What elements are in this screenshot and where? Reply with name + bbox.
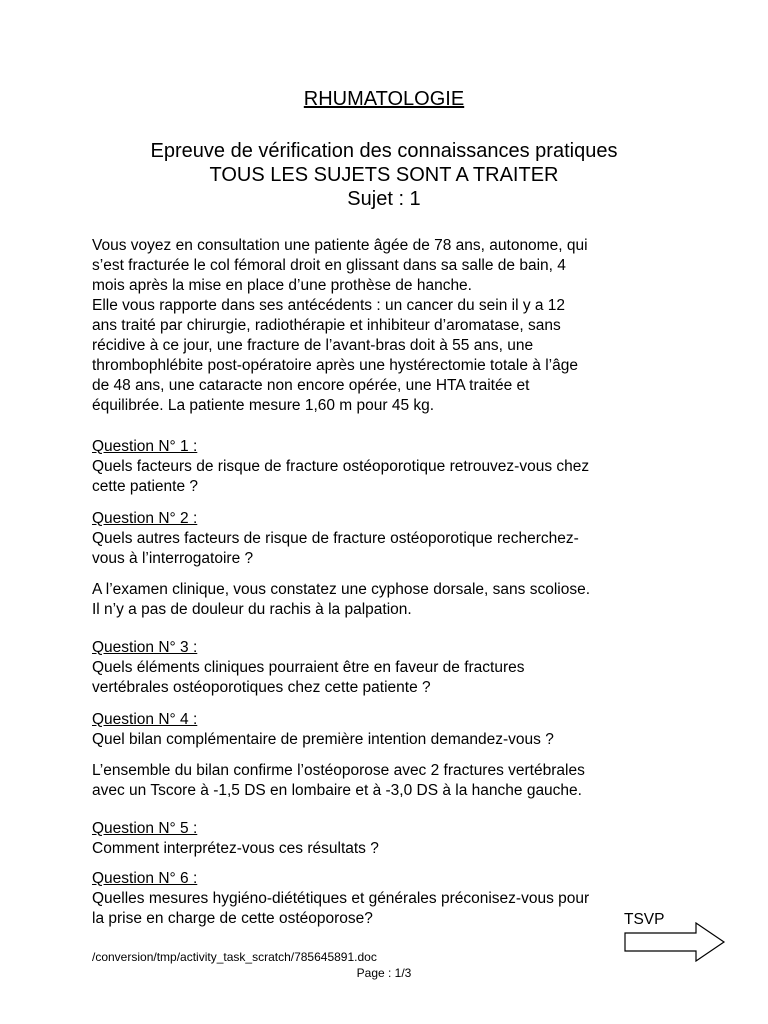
case-line: ans traité par chirurgie, radiothérapie et inhibiteur d’aromatase, sans	[92, 317, 561, 334]
results-summary	[92, 761, 692, 801]
case-line: récidive à ce jour, une fracture de l’avant-bras doit à 55 ans, une	[92, 337, 534, 354]
case-line: Elle vous rapporte dans ses antécédents : un cancer du sein il y a 12	[92, 297, 566, 314]
question-label: Question N° 6 :	[92, 870, 198, 887]
question-text: Comment interprétez-vous ces résultats ?	[92, 840, 379, 857]
question-text: Quelles mesures hygiéno-diététiques et générales préconisez-vous pour	[92, 890, 590, 907]
question-5	[92, 819, 692, 859]
exam-instruction: TOUS LES SUJETS SONT A TRAITER	[209, 164, 559, 186]
question-label: Question N° 4 :	[92, 711, 198, 728]
question-text: cette patiente ?	[92, 478, 198, 495]
question-text: la prise en charge de cette ostéoporose?	[92, 910, 373, 927]
subject-number: Sujet : 1	[347, 188, 421, 210]
findings-line: A l’examen clinique, vous constatez une cyphose dorsale, sans scoliose.	[92, 581, 591, 598]
footer-page-number: Page : 1/3	[356, 966, 412, 980]
results-line: avec un Tscore à -1,5 DS en lombaire et à -3,0 DS à la hanche gauche.	[92, 782, 582, 799]
case-line: équilibrée. La patiente mesure 1,60 m pour 45 kg.	[92, 397, 435, 414]
question-1	[92, 437, 692, 497]
case-line: mois après la mise en place d’une prothèse de hanche.	[92, 277, 472, 294]
tsvp-label: TSVP	[624, 911, 665, 928]
case-line: thrombophlébite post-opératoire après une hystérectomie totale à l’âge	[92, 357, 578, 374]
exam-title: Epreuve de vérification des connaissances pratiques	[150, 140, 618, 162]
question-label: Question N° 3 :	[92, 639, 198, 656]
case-line: Vous voyez en consultation une patiente âgée de 78 ans, autonome, qui	[92, 237, 588, 254]
case-line: de 48 ans, une cataracte non encore opérée, une HTA traitée et	[92, 377, 530, 394]
document-title: RHUMATOLOGIE	[303, 88, 465, 110]
question-text: Quel bilan complémentaire de première intention demandez-vous ?	[92, 731, 554, 748]
question-label: Question N° 2 :	[92, 510, 198, 527]
case-description	[92, 236, 692, 416]
question-3	[92, 638, 692, 698]
findings-line: Il n’y a pas de douleur du rachis à la palpation.	[92, 601, 412, 618]
question-label: Question N° 1 :	[92, 438, 198, 455]
exam-findings	[92, 580, 692, 620]
question-text: vous à l’interrogatoire ?	[92, 550, 254, 567]
question-6	[92, 869, 692, 929]
question-label: Question N° 5 :	[92, 820, 198, 837]
question-text: Quels autres facteurs de risque de fracture ostéoporotique recherchez-	[92, 530, 579, 547]
question-4	[92, 710, 692, 750]
footer-file-path: /conversion/tmp/activity_task_scratch/785645891.doc	[92, 950, 377, 964]
case-line: s’est fracturée le col fémoral droit en glissant dans sa salle de bain, 4	[92, 257, 566, 274]
results-line: L’ensemble du bilan confirme l’ostéoporose avec 2 fractures vertébrales	[92, 762, 585, 779]
right-arrow-icon	[624, 922, 726, 962]
question-2	[92, 509, 692, 569]
question-text: Quels facteurs de risque de fracture ostéoporotique retrouvez-vous chez	[92, 458, 590, 475]
question-text: vertébrales ostéoporotiques chez cette patiente ?	[92, 679, 431, 696]
question-text: Quels éléments cliniques pourraient être en faveur de fractures	[92, 659, 525, 676]
